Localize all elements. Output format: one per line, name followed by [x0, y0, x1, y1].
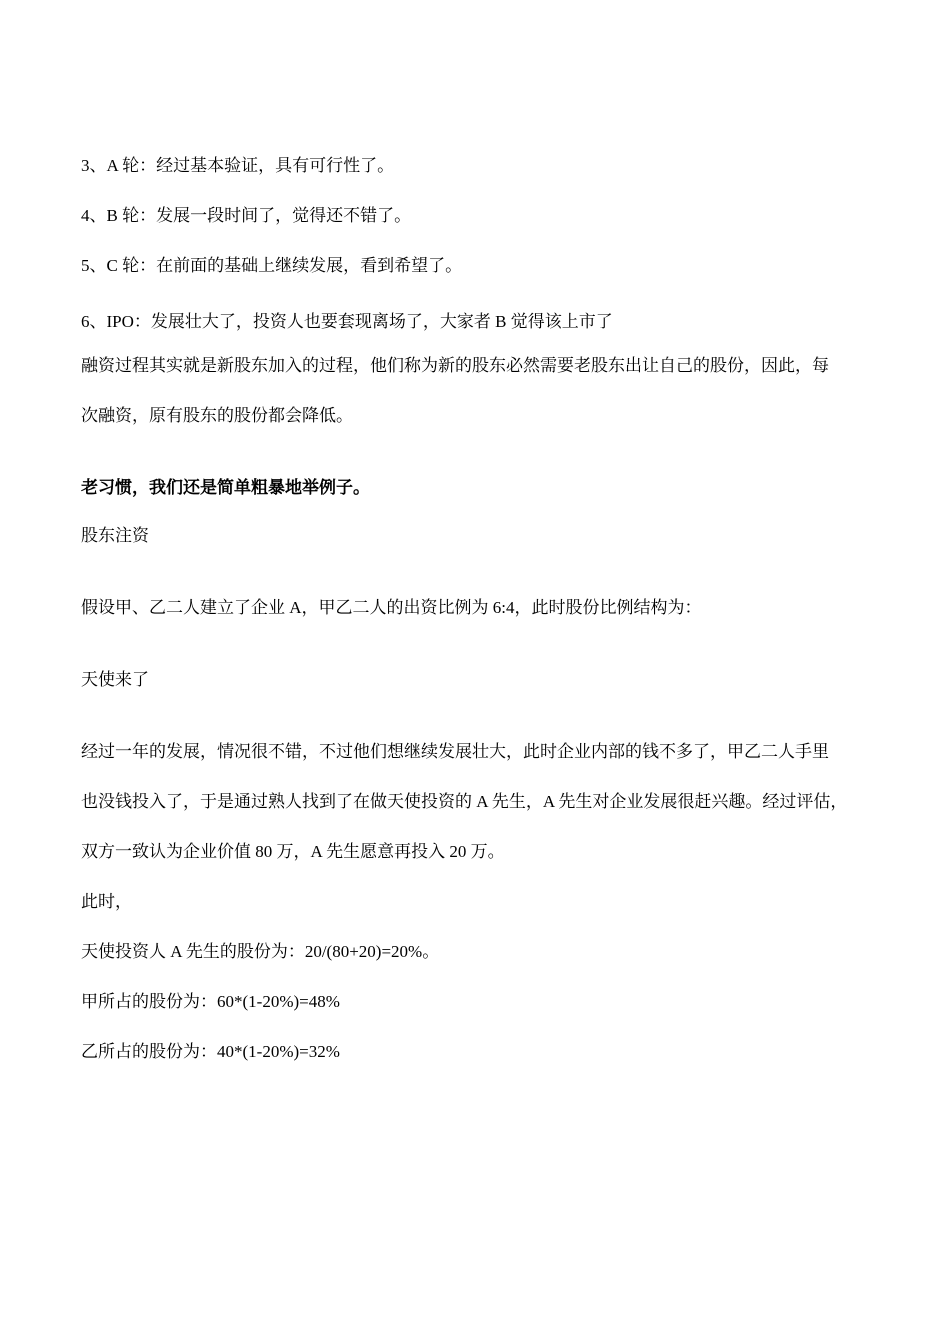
round-a-line: 3、A 轮：经过基本验证，具有可行性了。	[81, 156, 395, 175]
section-heading-angel: 天使来了	[81, 670, 149, 689]
yi-share-line: 乙所占的股份为：40*(1-20%)=32%	[81, 1042, 340, 1061]
assumption-paragraph: 假设甲、乙二人建立了企业 A，甲乙二人的出资比例为 6:4，此时股份比例结构为：	[81, 598, 702, 617]
angel-share-line: 天使投资人 A 先生的股份为：20/(80+20)=20%。	[81, 942, 440, 961]
round-b-line: 4、B 轮：发展一段时间了，觉得还不错了。	[81, 206, 412, 225]
ipo-line: 6、IPO：发展壮大了，投资人也要套现离场了，大家者 B 觉得该上市了	[81, 312, 613, 331]
angel-paragraph-line-2: 也没钱投入了，于是通过熟人找到了在做天使投资的 A 先生，A 先生对企业发展很赶兴趣。经过评估，	[81, 792, 848, 811]
angel-paragraph-line-3: 双方一致认为企业价值 80 万，A 先生愿意再投入 20 万。	[81, 842, 505, 861]
jia-share-line: 甲所占的股份为：60*(1-20%)=48%	[81, 992, 340, 1011]
section-heading-shareholder-investment: 股东注资	[81, 526, 149, 545]
financing-paragraph-line-1: 融资过程其实就是新股东加入的过程，他们称为新的股东必然需要老股东出让自己的股份，因此，每	[81, 356, 829, 375]
financing-paragraph-line-2: 次融资，原有股东的股份都会降低。	[81, 406, 353, 425]
example-heading: 老习惯，我们还是简单粗暴地举例子。	[81, 478, 370, 497]
angel-paragraph-line-1: 经过一年的发展，情况很不错，不过他们想继续发展壮大，此时企业内部的钱不多了，甲乙二人手里	[81, 742, 829, 761]
at-this-time-line: 此时，	[81, 892, 132, 911]
round-c-line: 5、C 轮：在前面的基础上继续发展，看到希望了。	[81, 256, 463, 275]
